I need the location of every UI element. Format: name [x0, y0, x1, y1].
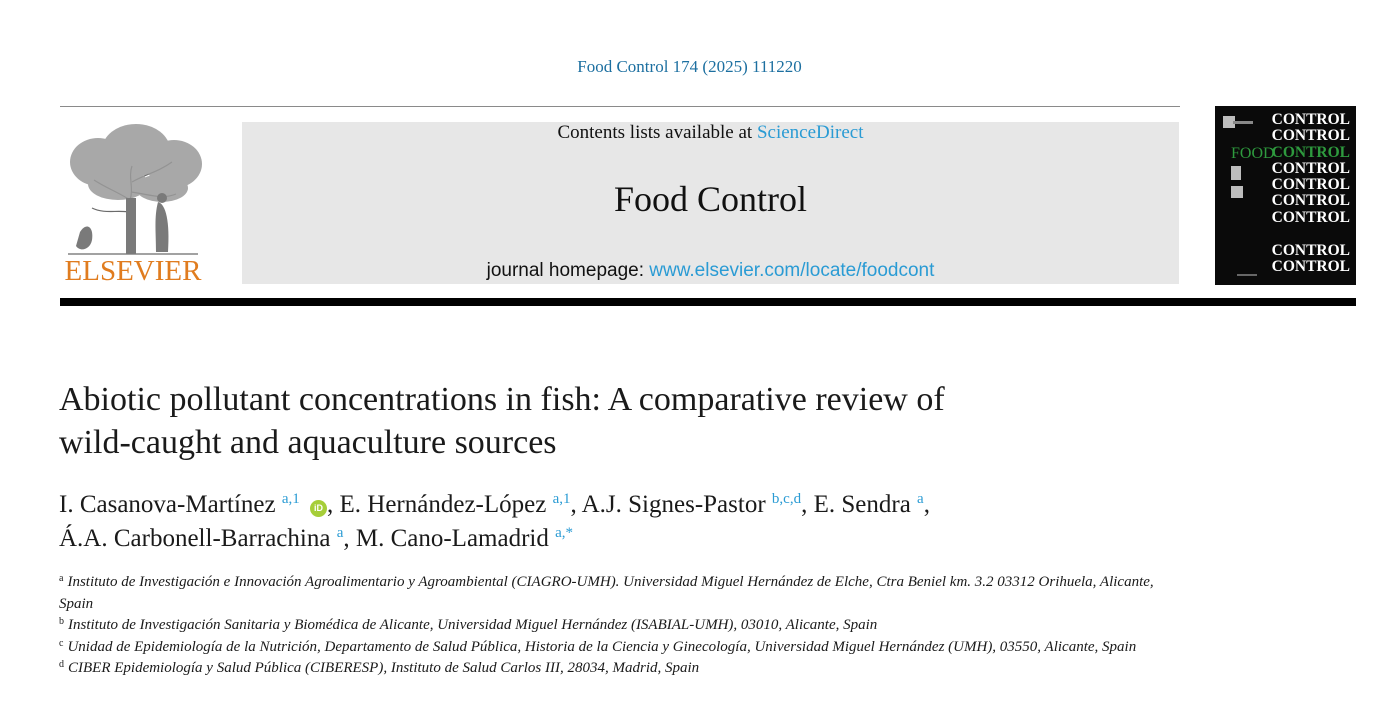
cover-word: CONTROL: [1271, 159, 1350, 177]
affiliation-text: Instituto de Investigación e Innovación Agroalimentario y Agroambiental (CIAGRO-UMH). Universidad Miguel Hernández de Elche, Ctra Beniel km. 3.2 03312 Orihuela, Alicante, Spain: [59, 574, 1154, 612]
homepage-link[interactable]: www.elsevier.com/locate/foodcont: [649, 260, 935, 281]
author-name[interactable]: Á.A. Carbonell-Barrachina: [59, 525, 331, 552]
cover-control-words: [1272, 112, 1350, 276]
journal-title: Food Control: [613, 179, 808, 219]
author-name[interactable]: I. Casanova-Martínez: [59, 491, 276, 518]
affiliation-key: c: [59, 637, 64, 649]
author-separator: ,: [570, 491, 582, 518]
affiliation-text: CIBER Epidemiología y Salud Pública (CIBERESP), Instituto de Salud Carlos III, 28034, Madrid, Spain: [68, 660, 700, 676]
affiliation-d: [59, 658, 1169, 680]
homepage-prefix: journal homepage:: [486, 260, 650, 281]
cover-word: CONTROL: [1271, 242, 1350, 260]
cover-word: CONTROL: [1271, 258, 1350, 276]
author-list: [59, 488, 1259, 556]
author-separator: ,: [923, 491, 930, 518]
author-name[interactable]: A.J. Signes-Pastor: [581, 491, 766, 518]
affiliation-key: a: [59, 573, 64, 584]
cover-thumb: [1231, 186, 1243, 198]
homepage-line: [242, 260, 1179, 282]
elsevier-wordmark: ELSEVIER: [64, 255, 202, 287]
cover-food: FOOD: [1231, 145, 1275, 162]
author-name[interactable]: E. Hernández-López: [339, 491, 547, 518]
elsevier-logo[interactable]: [58, 122, 208, 288]
contents-line: [242, 122, 1179, 144]
cover-word: CONTROL: [1271, 192, 1350, 210]
cover-thumb: [1231, 166, 1241, 180]
journal-cover[interactable]: [1215, 106, 1356, 285]
affiliation-key: d: [59, 659, 64, 670]
orcid-icon[interactable]: iD: [310, 500, 327, 517]
author-line-1: [59, 488, 1259, 522]
journal-banner: [242, 122, 1179, 284]
header-bottom-rule: [60, 298, 1356, 306]
article-title: [59, 378, 1159, 464]
author-separator: ,: [327, 491, 340, 518]
sciencedirect-link[interactable]: ScienceDirect: [756, 122, 864, 143]
elsevier-tree-icon: [58, 122, 208, 257]
author-affiliation-ref[interactable]: a,1: [552, 491, 571, 507]
author-affiliation-ref[interactable]: b,c,d: [771, 491, 802, 507]
author-affiliation-ref[interactable]: a,1: [281, 491, 300, 507]
cover-thumb: [1237, 274, 1257, 276]
affiliations: [59, 572, 1169, 680]
cover-word: CONTROL: [1271, 111, 1350, 128]
header-divider: [60, 106, 1180, 107]
author-separator: ,: [801, 491, 814, 518]
affiliation-text: Instituto de Investigación Sanitaria y Biomédica de Alicante, Universidad Miguel Hernández (ISABIAL-UMH), 03010, Alicante, Spain: [68, 617, 878, 633]
affiliation-c: [59, 637, 1169, 659]
title-line: Abiotic pollutant concentrations in fish: A comparative review of: [59, 381, 945, 418]
affiliation-key: b: [59, 616, 64, 627]
author-name[interactable]: M. Cano-Lamadrid: [355, 525, 549, 552]
author-separator: ,: [343, 525, 356, 552]
cover-thumb: [1233, 121, 1253, 124]
cover-word: CONTROL: [1271, 143, 1350, 161]
journal-citation[interactable]: Food Control 174 (2025) 111220: [577, 57, 802, 76]
author-affiliation-ref[interactable]: a,*: [555, 525, 574, 541]
cover-word: CONTROL: [1271, 127, 1350, 145]
contents-prefix: Contents lists available at: [557, 122, 757, 143]
affiliation-b: [59, 615, 1169, 637]
cover-word: CONTROL: [1271, 176, 1350, 194]
author-name[interactable]: E. Sendra: [813, 491, 911, 518]
author-affiliation-ref[interactable]: a: [336, 525, 344, 541]
author-affiliation-ref[interactable]: a: [917, 491, 924, 507]
affiliation-text: Unidad de Epidemiología de la Nutrición, Departamento de Salud Pública, Historia de la Ciencia y Ginecología, Universidad Miguel Hernández (UMH), 03550, Alicante, Spain: [67, 638, 1137, 655]
author-line-2: [59, 522, 1259, 556]
title-line: wild-caught and aquaculture sources: [59, 424, 557, 461]
cover-word: CONTROL: [1271, 208, 1350, 226]
affiliation-a: [59, 572, 1169, 615]
